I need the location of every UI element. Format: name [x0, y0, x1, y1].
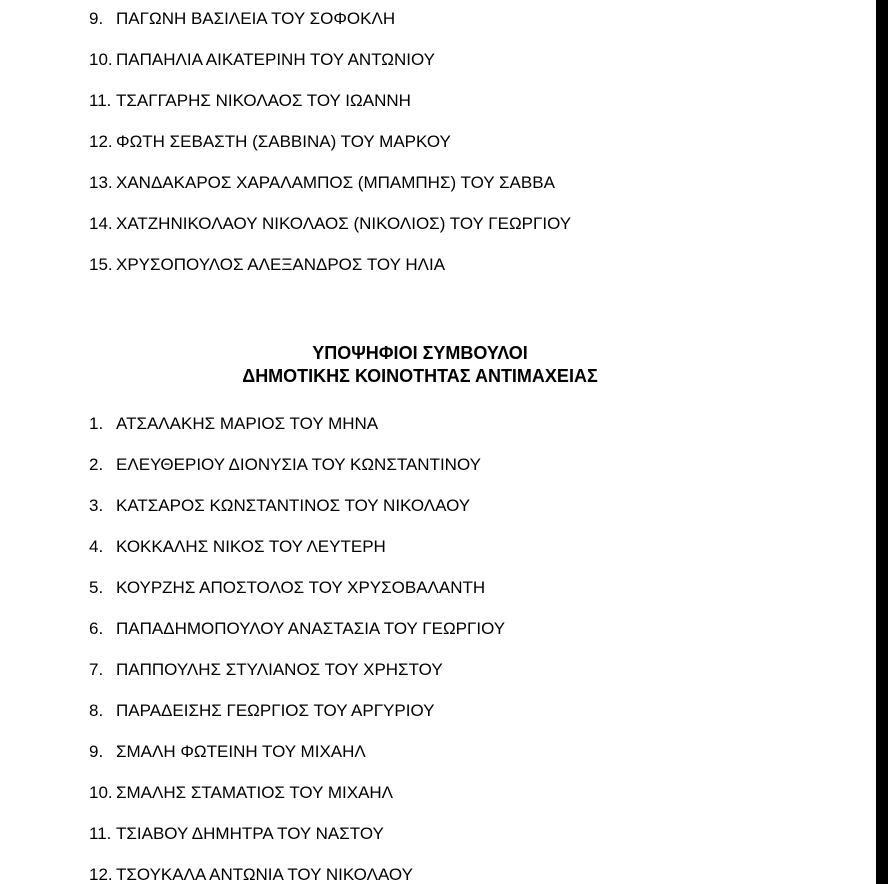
item-number: 11. [89, 91, 112, 110]
item-text: ΠΑΠΠΟΥΛΗΣ ΣΤΥΛΙΑΝΟΣ ΤΟΥ ΧΡΗΣΤΟΥ [116, 660, 443, 679]
list-item [89, 213, 571, 254]
item-number: 2. [89, 455, 104, 474]
candidate-list-antimacheia [89, 413, 505, 884]
item-number: 12. [89, 865, 113, 884]
item-number: 11. [89, 824, 112, 843]
heading-line-2: ΔΗΜΟΤΙΚΗΣ ΚΟΙΝΟΤΗΤΑΣ ΑΝΤΙΜΑΧΕΙΑΣ [242, 366, 598, 386]
item-number: 9. [89, 742, 104, 761]
item-text: ΚΟΚΚΑΛΗΣ ΝΙΚΟΣ ΤΟΥ ΛΕΥΤΕΡΗ [116, 537, 386, 556]
item-text: ΣΜΑΛΗ ΦΩΤΕΙΝΗ ΤΟΥ ΜΙΧΑΗΛ [116, 742, 366, 761]
item-text: ΠΑΠΑΗΛΙΑ ΑΙΚΑΤΕΡΙΝΗ ΤΟΥ ΑΝΤΩΝΙΟΥ [116, 50, 435, 69]
list-item [89, 577, 505, 618]
list-item [89, 536, 505, 577]
item-text: ΧΑΝΔΑΚΑΡΟΣ ΧΑΡΑΛΑΜΠΟΣ (ΜΠΑΜΠΗΣ) ΤΟΥ ΣΑΒΒΑ [116, 173, 555, 192]
item-number: 10. [89, 50, 113, 69]
list-item [89, 172, 571, 213]
item-text: ΧΡΥΣΟΠΟΥΛΟΣ ΑΛΕΞΑΝΔΡΟΣ ΤΟΥ ΗΛΙΑ [116, 255, 446, 274]
item-text: ΧΑΤΖΗΝΙΚΟΛΑΟΥ ΝΙΚΟΛΑΟΣ (ΝΙΚΟΛΙΟΣ) ΤΟΥ ΓΕΩΡΓΙΟΥ [116, 214, 572, 233]
item-text: ΕΛΕΥΘΕΡΙΟΥ ΔΙΟΝΥΣΙΑ ΤΟΥ ΚΩΝΣΤΑΝΤΙΝΟΥ [116, 455, 481, 474]
list-item [89, 618, 505, 659]
page-edge-border [876, 0, 888, 884]
item-number: 13. [89, 173, 113, 192]
item-text: ΤΣΑΓΓΑΡΗΣ ΝΙΚΟΛΑΟΣ ΤΟΥ ΙΩΑΝΝΗ [116, 91, 411, 110]
item-number: 10. [89, 783, 113, 802]
item-text: ΠΑΓΩΝΗ ΒΑΣΙΛΕΙΑ ΤΟΥ ΣΟΦΟΚΛΗ [116, 9, 396, 28]
item-text: ΤΣΙΑΒΟΥ ΔΗΜΗΤΡΑ ΤΟΥ ΝΑΣΤΟΥ [116, 824, 384, 843]
item-number: 7. [89, 660, 104, 679]
item-text: ΑΤΣΑΛΑΚΗΣ ΜΑΡΙΟΣ ΤΟΥ ΜΗΝΑ [116, 414, 379, 433]
item-number: 8. [89, 701, 104, 720]
list-item [89, 823, 505, 864]
list-item [89, 49, 571, 90]
item-number: 15. [89, 255, 113, 274]
item-text: ΚΟΥΡΖΗΣ ΑΠΟΣΤΟΛΟΣ ΤΟΥ ΧΡΥΣΟΒΑΛΑΝΤΗ [116, 578, 486, 597]
item-text: ΠΑΠΑΔΗΜΟΠΟΥΛΟΥ ΑΝΑΣΤΑΣΙΑ ΤΟΥ ΓΕΩΡΓΙΟΥ [116, 619, 506, 638]
item-number: 14. [89, 214, 113, 233]
item-number: 4. [89, 537, 104, 556]
heading-line-1: ΥΠΟΨΗΦΙΟΙ ΣΥΜΒΟΥΛΟΙ [312, 343, 528, 363]
item-text: ΤΣΟΥΚΑΛΑ ΑΝΤΩΝΙΑ ΤΟΥ ΝΙΚΟΛΑΟΥ [116, 865, 413, 884]
list-item [89, 659, 505, 700]
item-text: ΦΩΤΗ ΣΕΒΑΣΤΗ (ΣΑΒΒΙΝΑ) ΤΟΥ ΜΑΡΚΟΥ [116, 132, 451, 151]
item-number: 3. [89, 496, 104, 515]
item-text: ΠΑΡΑΔΕΙΣΗΣ ΓΕΩΡΓΙΟΣ ΤΟΥ ΑΡΓΥΡΙΟΥ [116, 701, 435, 720]
list-item [89, 495, 505, 536]
list-item [89, 454, 505, 495]
item-text: ΚΑΤΣΑΡΟΣ ΚΩΝΣΤΑΝΤΙΝΟΣ ΤΟΥ ΝΙΚΟΛΑΟΥ [116, 496, 471, 515]
item-text: ΣΜΑΛΗΣ ΣΤΑΜΑΤΙΟΣ ΤΟΥ ΜΙΧΑΗΛ [116, 783, 394, 802]
list-item [89, 90, 571, 131]
item-number: 1. [89, 414, 104, 433]
item-number: 9. [89, 9, 104, 28]
list-item [89, 254, 571, 295]
list-item [89, 864, 505, 884]
item-number: 5. [89, 578, 104, 597]
item-number: 6. [89, 619, 104, 638]
item-number: 12. [89, 132, 113, 151]
list-item [89, 413, 505, 454]
candidate-list-continued [89, 8, 571, 295]
section-heading [0, 342, 840, 388]
list-item [89, 131, 571, 172]
list-item [89, 700, 505, 741]
list-item [89, 782, 505, 823]
list-item [89, 8, 571, 49]
list-item [89, 741, 505, 782]
